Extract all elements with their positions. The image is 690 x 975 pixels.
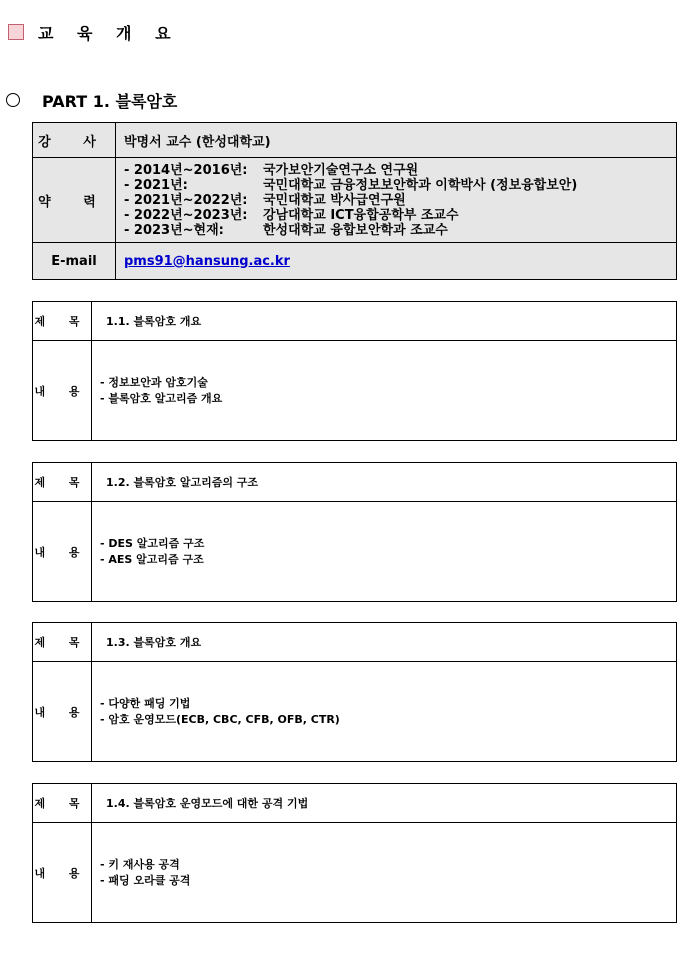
course-title: 1.3. 블록암호 개요 (92, 623, 677, 662)
content-item: - 블록암호 알고리즘 개요 (100, 391, 223, 405)
career-item: - 2014년~2016년: 국가보안기술연구소 연구원 (124, 162, 419, 178)
course-content (92, 823, 677, 923)
heading-text: 교 육 개 요 (38, 23, 180, 43)
career-item: - 2023년~현재: 한성대학교 융합보안학과 조교수 (124, 222, 448, 238)
course-table-1 (32, 301, 677, 441)
content-label: 내 용 (33, 341, 92, 441)
career-label: 약 력 (33, 158, 116, 243)
content-item: - AES 알고리즘 구조 (100, 552, 204, 566)
title-label: 제 목 (33, 463, 92, 502)
career-list (116, 158, 677, 243)
title-label: 제 목 (33, 623, 92, 662)
content-item: - 다양한 패딩 기법 (100, 696, 191, 710)
content-item: - 키 재사용 공격 (100, 857, 180, 871)
course-content (92, 662, 677, 762)
email-link[interactable]: pms91@hansung.ac.kr (124, 253, 290, 269)
part-title: PART 1. 블록암호 (42, 91, 178, 111)
career-item: - 2021년: 국민대학교 금융정보보안학과 이학박사 (정보융합보안) (124, 177, 578, 193)
course-content (92, 341, 677, 441)
circle-bullet-icon (6, 93, 20, 107)
content-item: - 암호 운영모드(ECB, CBC, CFB, OFB, CTR) (100, 712, 340, 726)
lecturer-value: 박명서 교수 (한성대학교) (116, 123, 677, 158)
content-label: 내 용 (33, 662, 92, 762)
content-item: - 패딩 오라클 공격 (100, 873, 191, 887)
course-table-3 (32, 622, 677, 762)
content-label: 내 용 (33, 502, 92, 602)
lecturer-label: 강 사 (33, 123, 116, 158)
square-bullet-icon (8, 24, 24, 40)
content-item: - DES 알고리즘 구조 (100, 536, 205, 550)
email-cell (116, 243, 677, 280)
course-title: 1.1. 블록암호 개요 (92, 302, 677, 341)
content-label: 내 용 (33, 823, 92, 923)
title-label: 제 목 (33, 784, 92, 823)
course-table-4 (32, 783, 677, 923)
career-item: - 2022년~2023년: 강남대학교 ICT융합공학부 조교수 (124, 207, 459, 223)
content-item: - 정보보안과 암호기술 (100, 375, 208, 389)
course-title: 1.4. 블록암호 운영모드에 대한 공격 기법 (92, 784, 677, 823)
course-content (92, 502, 677, 602)
course-table-2 (32, 462, 677, 602)
part-heading (6, 88, 177, 112)
career-item: - 2021년~2022년: 국민대학교 박사급연구원 (124, 192, 406, 208)
course-title: 1.2. 블록암호 알고리즘의 구조 (92, 463, 677, 502)
instructor-table (32, 122, 677, 280)
section-heading (8, 20, 180, 44)
title-label: 제 목 (33, 302, 92, 341)
email-label: E-mail (33, 243, 116, 280)
